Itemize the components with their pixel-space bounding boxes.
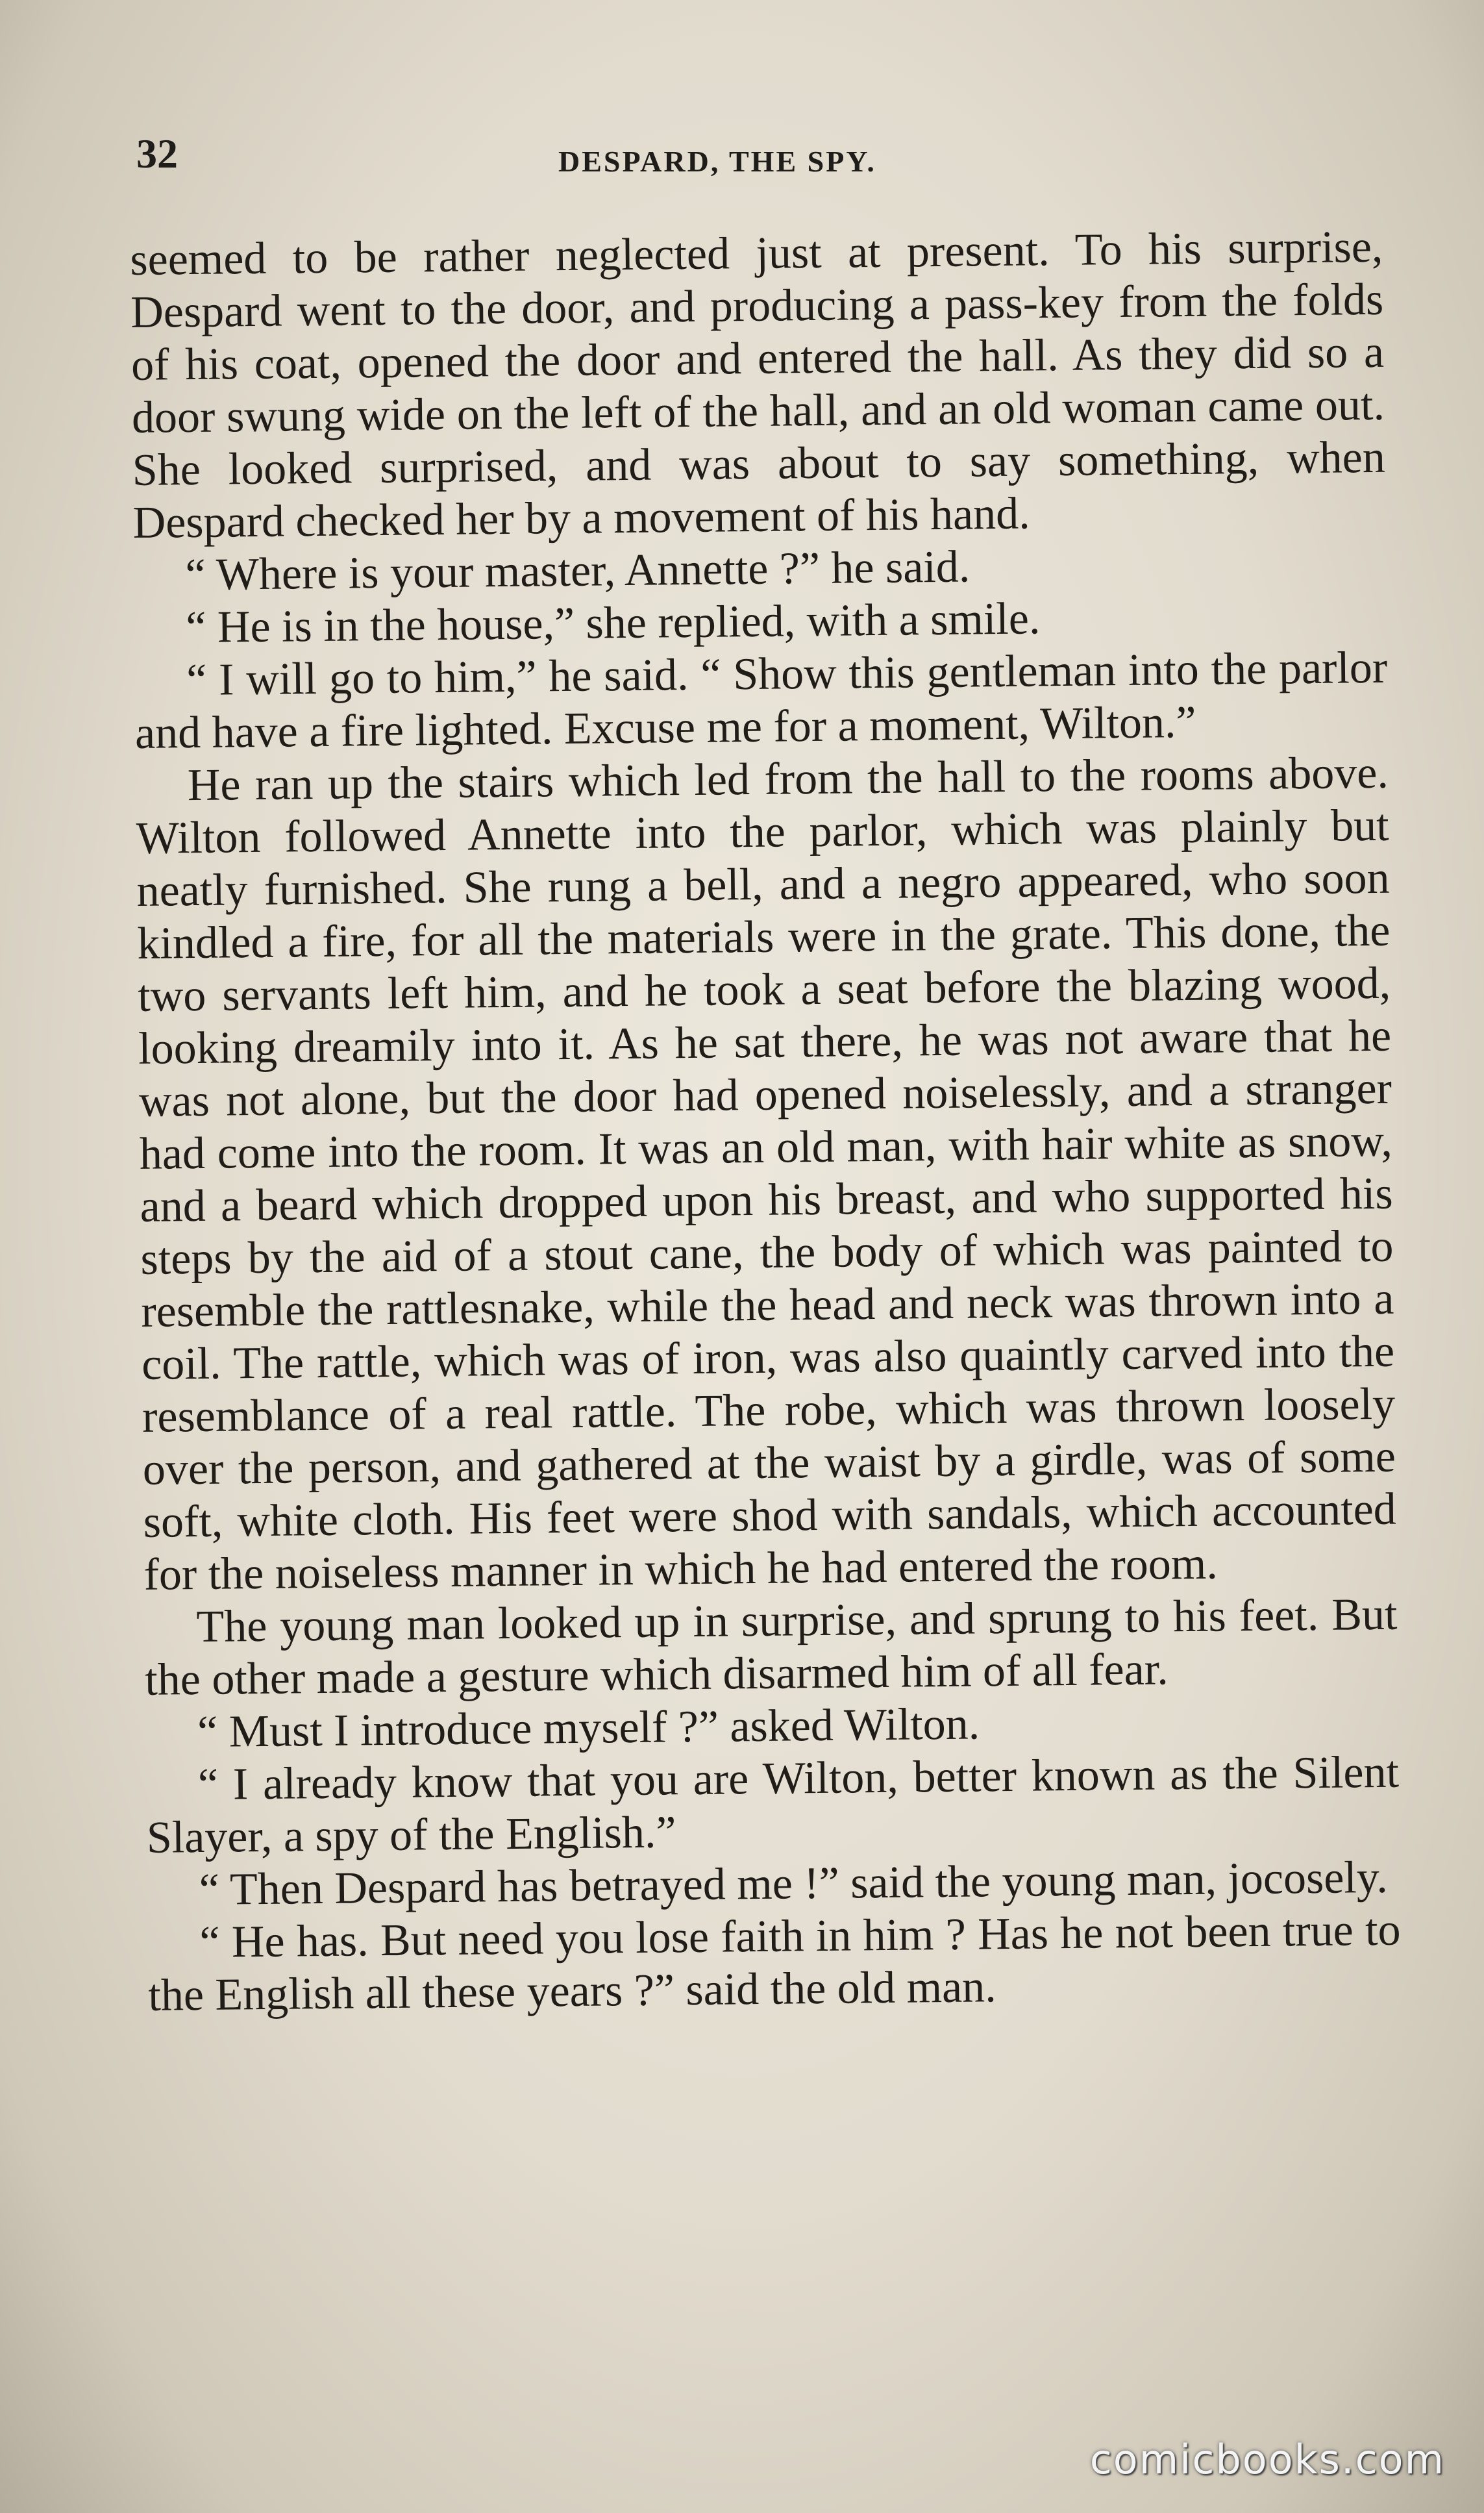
running-title: DESPARD, THE SPY. xyxy=(558,145,876,178)
watermark: comicbooks.com xyxy=(1089,2436,1445,2483)
paragraph: “ Then Despard has betrayed me !” said the young man, jocosely. xyxy=(199,1852,1389,1916)
paragraph: “ Where is your master, Annette ?” he said. xyxy=(185,542,971,601)
paragraph: “ He has. But need you lose faith in him ? Has he not been true to the English all these years ?” said the old man. xyxy=(148,1905,1401,2021)
paragraph: “ Must I introduce myself ?” asked Wilton. xyxy=(197,1699,980,1758)
paragraph: The young man looked up in surprise, and sprung to his feet. But the other made a gesture which disarmed him of all fear. xyxy=(144,1589,1398,1705)
paragraph: “ He is in the house,” she replied, with a smile. xyxy=(185,594,1041,653)
paragraph: “ I already know that you are Wilton, better known as the Silent Slayer, a spy of the English.” xyxy=(146,1747,1400,1863)
body-text xyxy=(130,221,1402,2022)
page-number: 32 xyxy=(136,131,178,177)
paragraph: seemed to be rather neglected just at present. To his surprise, Despard went to the door, and producing a pass-key from the folds of his coat, opened the door and entered the hall. As they did so a door swung wide on the left of the hall, and an old woman came out. She looked surprised, and was about to say something, when Despard checked her by a movement of his hand. xyxy=(130,221,1386,548)
paragraph: “ I will go to him,” he said. “ Show this gentleman into the parlor and have a fire lighted. Excuse me for a moment, Wilton.” xyxy=(134,642,1388,758)
paragraph: He ran up the stairs which led from the hall to the rooms above. Wilton followed Annette into the parlor, which was plainly but neatly furnished. She rung a bell, and a negro appeared, who soon kindled a fire, for all the materials were in the grate. This done, the two servants left him, and he took a seat before the blazing wood, looking dreamily into it. As he sat there, he was not aware that he was not alone, but the door had opened noiselessly, and a stranger had come into the room. It was an old man, with hair white as snow, and a beard which dropped upon his breast, and who supported his steps by the aid of a stout cane, the body of which was painted to resemble the rattlesnake, while the head and neck was thrown into a coil. The rattle, which was of iron, was also quaintly carved into the resemblance of a real rattle. The robe, which was thrown loosely over the person, and gathered at the waist by a girdle, was of some soft, white cloth. His feet were shod with sandals, which accounted for the noiseless manner in which he had entered the room. xyxy=(136,747,1397,1600)
